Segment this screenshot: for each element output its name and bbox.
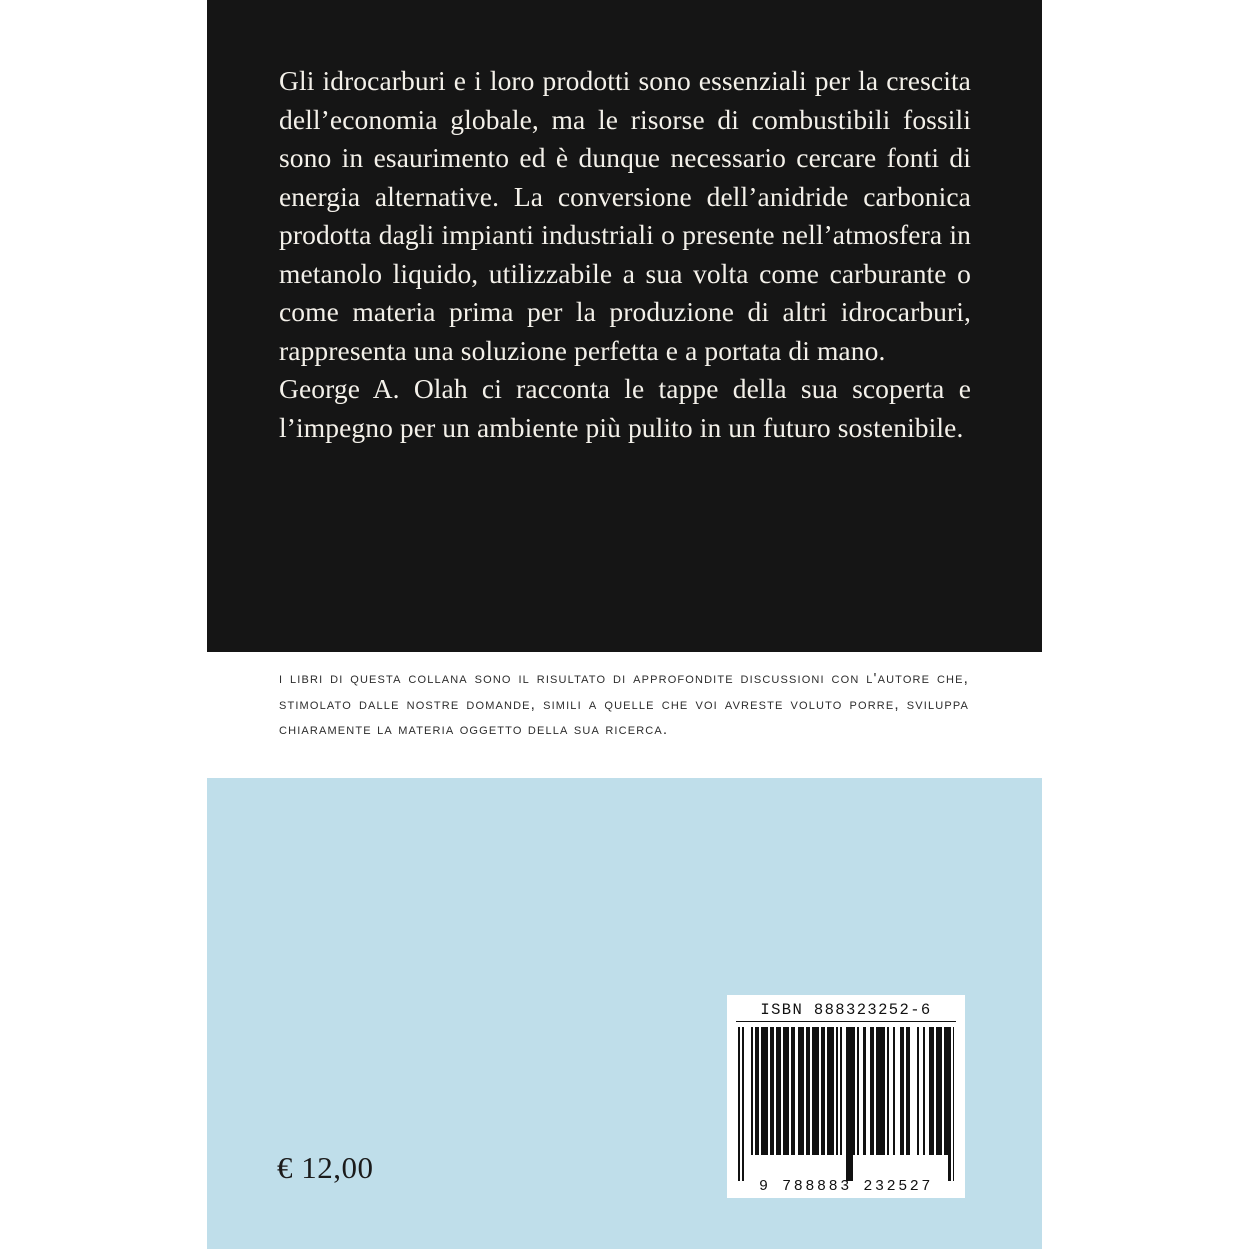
page-margin-left [0,0,207,1249]
blurb-paragraph-2: George A. Olah ci racconta le tappe della sua scoperta e l’impegno per un ambiente più pulito in un futuro sostenibile. [279,373,971,443]
page-margin-right [1042,0,1249,1249]
blurb-text-block [279,62,971,447]
price-label: € 12,00 [277,1150,374,1185]
lower-blue-panel [207,778,1042,1249]
book-cover [207,0,1042,1249]
barcode-stripe [953,1027,954,1155]
series-note-paragraph: i libri di questa collana sono il risultato di approfondite discussioni con l'autore che, stimolato dalle nostre domande, simili a quelle che voi avreste voluto porre, sviluppa chiaramente la materia oggetto della sua ricerca. [279,670,969,738]
series-note-text [279,666,969,743]
barcode-block [727,995,965,1198]
barcode-bars-upper [738,1027,954,1155]
blurb-paragraph-1: Gli idrocarburi e i loro prodotti sono essenziali per la crescita dell’economia globale, ma le risorse di combustibili fossili sono in esaurimento ed è dunque necessario cercare fonti di energia alternative. La conversione dell’anidride carbonica prodotta dagli impianti industriali o presente nell’atmosfera in metanolo liquido, utilizzabile a sua volta come carburante o come materia prima per la produzione di altri idrocarburi, rappresenta una soluzione perfetta e a portata di mano. [279,65,971,366]
isbn-label: ISBN 888323252-6 [736,1001,956,1022]
blurb-panel [207,0,1042,652]
ean-digits: 9 788883 232527 [758,1178,934,1195]
series-note-strip [207,652,1042,778]
